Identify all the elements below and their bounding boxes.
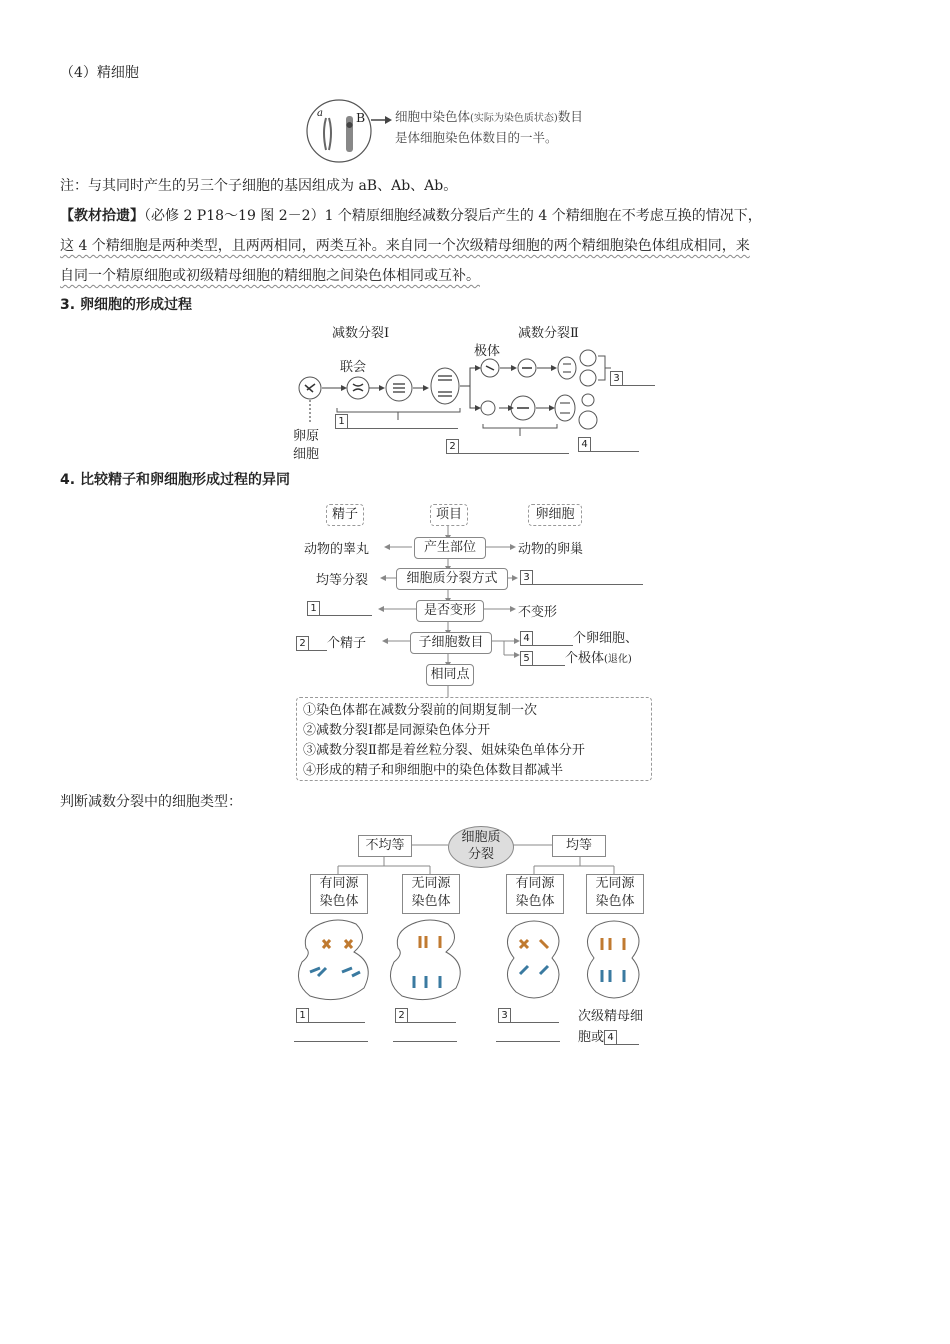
same-box: 相同点 (426, 664, 474, 686)
degenerate-note: (退化) (604, 654, 632, 665)
desc-line1: 细胞中染色体 (395, 109, 471, 124)
sperm-desc-line2: 是体细胞染色体数目的一半。 (395, 130, 558, 145)
homolog-box-1 (310, 874, 368, 914)
meiosis1-label: 减数分裂Ⅰ (332, 326, 390, 341)
equal-box: 均等 (552, 835, 606, 857)
header-egg: 卵细胞 (528, 504, 582, 526)
sperm-count-suffix: 个精子 (327, 636, 367, 651)
answer-blank[interactable] (294, 1041, 368, 1042)
desc-line1-end: 数目 (557, 109, 583, 124)
no-homolog-label-2: 染色体 (411, 894, 451, 909)
no-homolog-box-1 (402, 874, 460, 914)
blank-number-3: 3 (520, 570, 533, 585)
answer-blank[interactable] (408, 1008, 456, 1023)
textbook-line1: （必修 2 P18～19 图 2－2）1 个精原细胞经减数分裂后产生的 4 个精细胞在不考虑互换的情况下， (144, 208, 762, 224)
header-item: 项目 (430, 504, 468, 526)
gene-a-label: a (317, 108, 323, 119)
secondary-label-2: 胞或 (578, 1030, 605, 1045)
answer-blank[interactable] (309, 1008, 365, 1023)
section4-heading-num: 4 (60, 472, 70, 488)
same-point: ②减数分裂Ⅰ都是同源染色体分开 (303, 723, 491, 738)
no-homolog-label-1: 无同源 (411, 876, 451, 891)
judge-blank-1 (296, 1007, 365, 1023)
header-sperm: 精子 (326, 504, 364, 526)
textbook-line2: 这 4 个精细胞是两种类型，且两两相同，两类互补。来自同一个次级精母细胞的两个精细胞染色体组成相同，来 (60, 238, 750, 254)
section3-heading-num: 3 (60, 297, 70, 313)
homolog-box-2 (506, 874, 564, 914)
egg-count-suffix: 个卵细胞、 (573, 631, 639, 646)
same-point: ③减数分裂Ⅱ都是着丝粒分裂、姐妹染色单体分开 (303, 743, 585, 758)
homolog-label-1: 有同源 (319, 876, 359, 891)
center-label-2: 分裂 (467, 847, 494, 862)
homolog-label-1: 有同源 (515, 876, 555, 891)
blank-number-5: 5 (520, 651, 533, 666)
gene-B-label: B (356, 110, 366, 125)
desc-paren: (实际为染色质状态) (470, 113, 558, 124)
secondary-label-1: 次级精母细 (578, 1009, 644, 1024)
meiosis2-label: 减数分裂Ⅱ (518, 326, 579, 341)
blank-number-2: 2 (395, 1008, 408, 1023)
blank-number-1: 1 (296, 1008, 309, 1023)
judge-heading: 判断减数分裂中的细胞类型： (60, 794, 242, 810)
center-label-1: 细胞质 (461, 830, 501, 845)
blank-number-1: 1 (335, 414, 348, 429)
anaphase-cells-illustration (290, 918, 660, 1004)
unequal-box: 不均等 (358, 835, 412, 857)
same-point: ①染色体都在减数分裂前的间期复制一次 (303, 703, 538, 718)
equal-division-label: 均等分裂 (316, 573, 369, 588)
answer-blank[interactable] (511, 1008, 559, 1023)
polar-count-suffix: 个极体 (565, 651, 605, 666)
judge-blank-2 (395, 1007, 456, 1023)
blank-number-1: 1 (307, 601, 320, 616)
answer-blank[interactable] (393, 1041, 457, 1042)
answer-blank[interactable] (617, 1030, 639, 1045)
blank-number-4: 4 (520, 631, 533, 646)
textbook-line3: 自同一个精原细胞或初级精母细胞的精细胞之间染色体相同或互补。 (60, 268, 480, 284)
blank-number-3: 3 (498, 1008, 511, 1023)
cell-count-box: 子细胞数目 (410, 632, 492, 654)
no-homolog-box-2 (586, 874, 644, 914)
polar-body-label: 极体 (474, 344, 501, 359)
section3-heading-text: . 卵细胞的形成过程 (69, 297, 192, 313)
section4-heading-text: . 比较精子和卵细胞形成过程的异同 (69, 472, 290, 488)
sperm-heading: （4）精细胞 (60, 65, 139, 81)
deform-box: 是否变形 (416, 600, 484, 622)
answer-blank[interactable] (496, 1041, 560, 1042)
oogonium-label-2: 细胞 (293, 447, 320, 462)
sperm-note: 注：与其同时产生的另三个子细胞的基因组成为 aB、Ab、Ab。 (60, 178, 458, 194)
no-deform-label: 不变形 (518, 605, 558, 620)
no-homolog-label-1: 无同源 (595, 876, 635, 891)
blank-number-2: 2 (296, 636, 309, 651)
cyto-div-box: 细胞质分裂方式 (396, 568, 508, 590)
textbook-label: 【教材拾遗】 (60, 208, 144, 224)
synapsis-label: 联会 (340, 360, 367, 375)
homolog-label-2: 染色体 (515, 894, 555, 909)
homolog-label-2: 染色体 (319, 894, 359, 909)
blank-number-3: 3 (610, 371, 623, 386)
judge-blank-4 (578, 1026, 639, 1045)
cytoplasm-division-node (448, 826, 514, 868)
ovary-label: 动物的卵巢 (518, 542, 584, 557)
oogonium-label-1: 卵原 (293, 429, 320, 444)
blank-number-4: 4 (604, 1030, 617, 1045)
same-point: ④形成的精子和卵细胞中的染色体数目都减半 (303, 763, 564, 778)
blank-number-2: 2 (446, 439, 459, 454)
testis-label: 动物的睾丸 (304, 542, 370, 557)
site-box: 产生部位 (414, 537, 486, 559)
judge-blank-3 (498, 1007, 559, 1023)
blank-number-4: 4 (578, 437, 591, 452)
no-homolog-label-2: 染色体 (595, 894, 635, 909)
